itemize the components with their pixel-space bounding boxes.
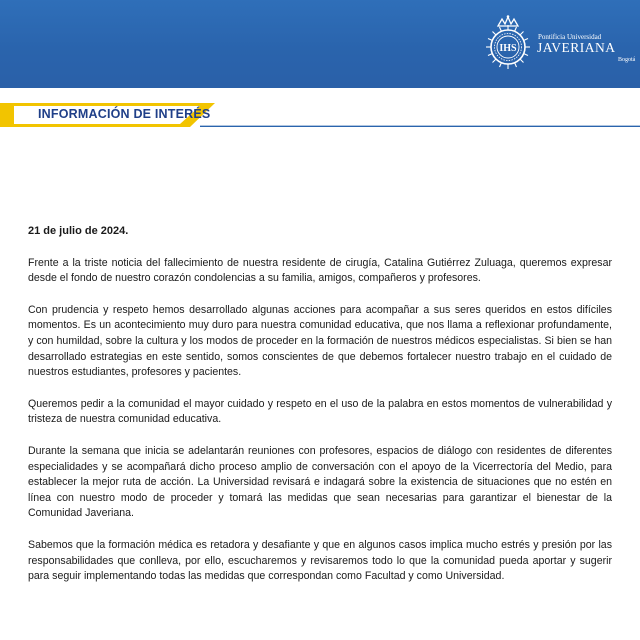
header-banner — [0, 0, 640, 88]
document-paragraph-1: Frente a la triste noticia del fallecimiento de nuestra residente de cirugía, Catalina Gutiérrez Zuluaga, queremos expresar desde el fondo de nuestro corazón condolencias a su familia, amigos, compañeros y profesores. — [28, 256, 612, 285]
javeriana-seal-icon — [480, 14, 536, 72]
logo-pre-name: Pontificia Universidad — [538, 33, 602, 41]
svg-text:IHS: IHS — [499, 43, 517, 54]
document-paragraph-2: Con prudencia y respeto hemos desarrollado algunas acciones para acompañar a sus seres queridos en estos difíciles momentos. Es un acontecimiento muy duro para nuestra comunidad educativa, que nos llama a reflexionar profundamente, y con humildad, sobre la cultura y los modos de proceder en la formación de nuestros médicos especialistas. Si bien se han desarrollado estrategias en este sentido, somos conscientes de que debemos fortalecer nuestro trabajo en el cuidado de nuestros estudiantes, profesores y pacientes. — [28, 303, 612, 379]
logo-university-name: JAVERIANA — [537, 40, 616, 55]
document-date: 21 de julio de 2024. — [28, 225, 129, 237]
section-title-bar — [0, 103, 640, 127]
document-paragraph-4: Durante la semana que inicia se adelantarán reuniones con profesores, espacios de diálogo con residentes de diferentes especialidades y se acompañará dicho proceso amplio de conversación con el apoyo de la Vicerrectoría del Medio, para establecer la mejor ruta de acción. La Universidad revisará e indagará sobre la existencia de situaciones que no estén en línea con nuestro modo de proceder y tomará las medidas que sean necesarias para garantizar el bienestar de la Comunidad Javeriana. — [28, 444, 612, 520]
document-paragraph-5: Sabemos que la formación médica es retadora y desafiante y que en algunos casos implica mucho estrés y presión por las responsabilidades que conlleva, por ello, escucharemos y revisaremos todo lo que la comunidad pueda aportar y sugerir para seguir implementando todas las medidas que correspondan como Facultad y como Universidad. — [28, 538, 612, 583]
document-body — [28, 224, 612, 601]
document-paragraph-3: Queremos pedir a la comunidad el mayor cuidado y respeto en el uso de la palabra en estos momentos de vulnerabilidad y tristeza de nuestra comunidad educativa. — [28, 397, 612, 426]
section-title: INFORMACIÓN DE INTERÉS — [38, 107, 211, 121]
logo-city: Bogotá — [618, 57, 636, 63]
university-logo — [480, 14, 636, 72]
